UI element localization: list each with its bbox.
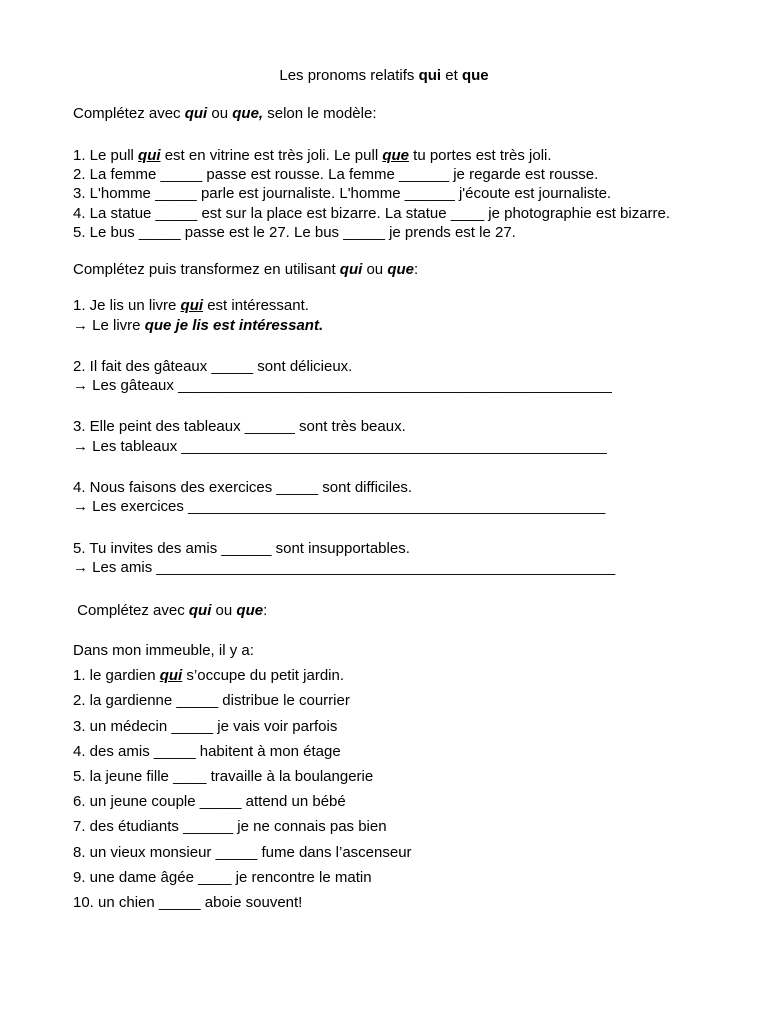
exercise-item: 7. des étudiants ______ je ne connais pas bien	[73, 818, 387, 836]
example-question	[73, 296, 615, 315]
example-text-post: est intéressant.	[203, 297, 309, 315]
answer-text: que je lis est intéressant.	[144, 316, 324, 334]
title-text-mid: et	[441, 67, 462, 84]
section-1	[73, 104, 670, 242]
instruction-text: Complétez avec	[73, 602, 189, 619]
answer-line: → Les gâteaux ____________________________________________________	[73, 377, 612, 395]
title-text: Les pronoms relatifs	[279, 67, 419, 84]
exercise-question: 3. Elle peint des tableaux ______ sont très beaux.	[73, 418, 406, 436]
section-1-instruction	[73, 104, 670, 123]
answer-arrow-text: → Le livre	[73, 316, 145, 334]
section-3-intro: Dans mon immeuble, il y a:	[73, 642, 254, 659]
exercise-item: 3. un médecin _____ je vais voir parfois	[73, 717, 338, 735]
section-3	[73, 638, 412, 915]
exercise-item: 10. un chien _____ aboie souvent!	[73, 893, 303, 911]
instruction-word-que: que	[236, 602, 264, 619]
section-2-instruction	[73, 260, 615, 279]
instruction-word-qui: qui	[188, 602, 212, 619]
spacer	[73, 395, 615, 417]
instruction-text-mid: ou	[362, 261, 388, 278]
instruction-word-que: que,	[232, 105, 264, 122]
spacer	[73, 517, 615, 539]
exercise-item: 3. L'homme _____ parle est journaliste. L'homme ______ j'écoute est journaliste.	[73, 185, 612, 203]
example-text: 1. le gardien	[73, 667, 160, 685]
instruction-word-qui: qui	[339, 261, 363, 278]
exercise-item: 4. des amis _____ habitent à mon étage	[73, 742, 341, 760]
instruction-text-post: :	[414, 261, 419, 278]
spacer	[73, 456, 615, 478]
answer-line: → Les exercices __________________________________________________	[73, 498, 606, 516]
spacer	[73, 123, 670, 146]
exercise-item: 8. un vieux monsieur _____ fume dans l’ascenseur	[73, 843, 412, 861]
spacer	[73, 279, 615, 296]
example-sentence	[73, 146, 670, 165]
instruction-text-post: :	[263, 602, 268, 619]
section-3-instruction-line	[73, 601, 267, 620]
example-word-qui: qui	[159, 667, 183, 685]
instruction-word-qui: qui	[184, 105, 208, 122]
exercise-item: 6. un jeune couple _____ attend un bébé	[73, 793, 346, 811]
title-word-qui: qui	[418, 67, 442, 84]
exercise-item: 2. la gardienne _____ distribue le courrier	[73, 692, 350, 710]
exercise-question: 5. Tu invites des amis ______ sont insupportables.	[73, 539, 410, 557]
answer-line: → Les amis _______________________________________________________	[73, 558, 616, 576]
exercise-item: 9. une dame âgée ____ je rencontre le matin	[73, 868, 372, 886]
example-text-post: s’occupe du petit jardin.	[182, 667, 344, 685]
exercise-item: 5. la jeune fille ____ travaille à la boulangerie	[73, 767, 374, 785]
instruction-text: Complétez avec	[73, 105, 185, 122]
example-text-a: 1. Le pull	[73, 146, 139, 164]
exercise-item: 2. La femme _____ passe est rousse. La femme ______ je regarde est rousse.	[73, 166, 599, 184]
example-answer	[73, 316, 615, 335]
title-word-que: que	[461, 67, 489, 84]
instruction-text: Complétez puis transformez en utilisant	[73, 261, 340, 278]
exercise-item: 4. La statue _____ est sur la place est bizarre. La statue ____ je photographie est bizarre.	[73, 204, 671, 222]
example-word-que: que	[382, 146, 409, 164]
exercise-question: 2. Il fait des gâteaux _____ sont délicieux.	[73, 357, 353, 375]
example-word-qui: qui	[180, 297, 204, 315]
example-word-qui: qui	[138, 146, 161, 164]
example-item	[73, 663, 412, 688]
instruction-text-post: selon le modèle:	[263, 105, 377, 122]
instruction-text-mid: ou	[207, 105, 233, 122]
instruction-text-mid: ou	[211, 602, 237, 619]
page-title	[0, 66, 768, 86]
section-2	[73, 260, 615, 577]
spacer	[73, 335, 615, 357]
exercise-item: 5. Le bus _____ passe est le 27. Le bus _____ je prends est le 27.	[73, 223, 516, 241]
exercise-question: 4. Nous faisons des exercices _____ sont difficiles.	[73, 479, 413, 497]
answer-line: → Les tableaux ___________________________________________________	[73, 437, 607, 455]
example-text: 1. Je lis un livre	[73, 297, 181, 315]
example-text-b: est en vitrine est très joli. Le pull	[160, 146, 383, 164]
example-text-c: tu portes est très joli.	[409, 146, 552, 164]
instruction-word-que: que	[387, 261, 414, 278]
section-3-instruction	[73, 601, 267, 620]
